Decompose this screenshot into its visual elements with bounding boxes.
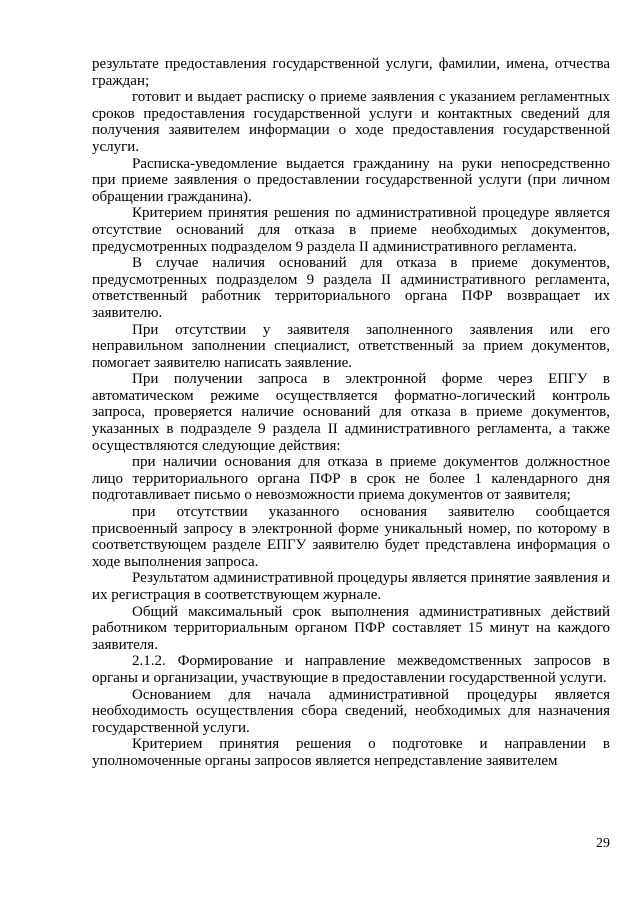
paragraph-10: Результатом административной процедуры является принятие заявления и их регистрация в соответствующем журнале.: [92, 570, 610, 603]
paragraph-2: готовит и выдает расписку о приеме заявления с указанием регламентных сроков предоставления государственной услуги и контактных сведений для получения заявителем информации о ходе предоставления государственной услуги.: [92, 89, 610, 155]
paragraph-6: При отсутствии у заявителя заполненного заявления или его неправильном заполнении специалист, ответственный за прием документов, помогает заявителю написать заявление.: [92, 321, 610, 371]
paragraph-3: Расписка-уведомление выдается гражданину на руки непосредственно при приеме заявления о предоставлении государственной услуги (при личном обращении гражданина).: [92, 155, 610, 205]
paragraph-12: 2.1.2. Формирование и направление межведомственных запросов в органы и организации, участвующие в предоставлении государственной услуги.: [92, 653, 610, 686]
document-body: [92, 56, 610, 770]
paragraph-9: при отсутствии указанного основания заявителю сообщается присвоенный запросу в электронной форме уникальный номер, по которому в соответствующем разделе ЕПГУ заявителю будет представлена информация о ходе выполнения запроса.: [92, 504, 610, 570]
page-number: 29: [596, 836, 610, 851]
paragraph-4: Критерием принятия решения по административной процедуре является отсутствие оснований для отказа в приеме необходимых документов, предусмотренных подразделом 9 раздела II административного регламента.: [92, 205, 610, 255]
paragraph-8: при наличии основания для отказа в приеме документов должностное лицо территориального органа ПФР в срок не более 1 календарного дня подготавливает письмо о невозможности приема документов от заявителя;: [92, 454, 610, 504]
paragraph-1: результате предоставления государственной услуги, фамилии, имена, отчества граждан;: [92, 56, 610, 89]
paragraph-5: В случае наличия оснований для отказа в приеме документов, предусмотренных подразделом 9 раздела II административного регламента, ответственный работник территориального органа ПФР возвращает их заявителю.: [92, 255, 610, 321]
paragraph-7: При получении запроса в электронной форме через ЕПГУ в автоматическом режиме осуществляется форматно-логический контроль запроса, проверяется наличие оснований для отказа в приеме документов, указанных в подразделе 9 раздела II административного регламента, а также осуществляются следующие действия:: [92, 371, 610, 454]
paragraph-13: Основанием для начала административной процедуры является необходимость осуществления сбора сведений, необходимых для назначения государственной услуги.: [92, 686, 610, 736]
paragraph-11: Общий максимальный срок выполнения административных действий работником территориальным органом ПФР составляет 15 минут на каждого заявителя.: [92, 603, 610, 653]
paragraph-14: Критерием принятия решения о подготовке и направлении в уполномоченные органы запросов является непредставление заявителем: [92, 736, 610, 769]
